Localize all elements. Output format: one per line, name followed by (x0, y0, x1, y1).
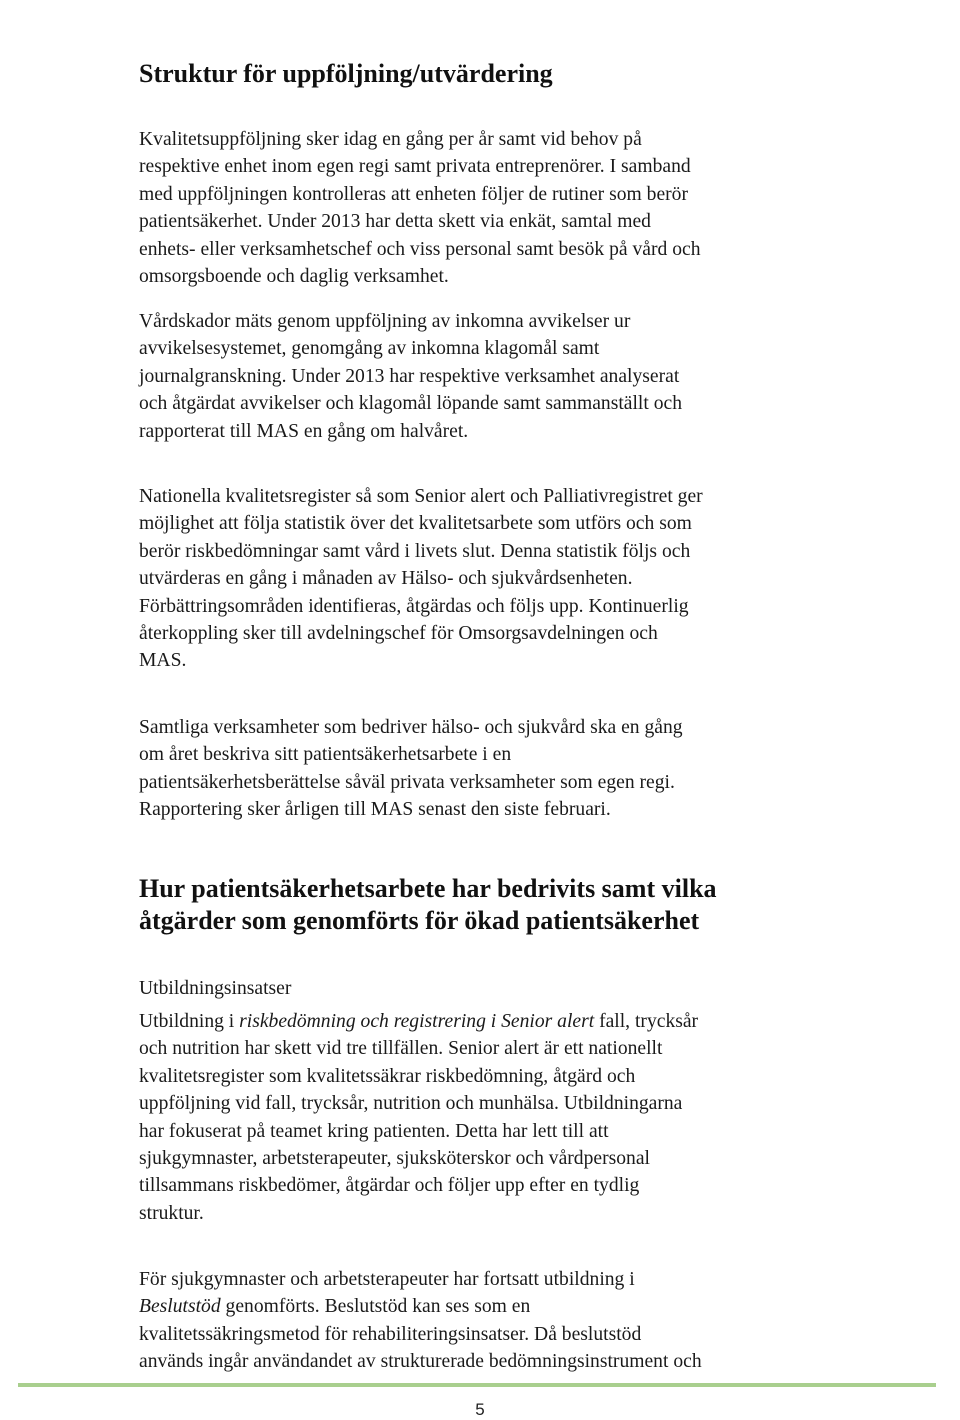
text-line: omsorgsboende och daglig verksamhet. (139, 266, 449, 288)
text-line: Nationella kvalitetsregister så som Senior alert och Palliativregistret ger (139, 486, 703, 507)
paragraph-patient-safety-report (139, 714, 839, 824)
text-line: enhets- eller verksamhetschef och viss personal samt besök på vård och (139, 238, 701, 260)
paragraph-decision-support (139, 1266, 839, 1376)
text-line: Samtliga verksamheter som bedriver hälso- och sjukvård ska en gång (139, 717, 683, 738)
text-line: kvalitetsregister som kvalitetssäkrar riskbedömning, åtgärd och (139, 1065, 636, 1087)
text-line: Förbättringsområden identifieras, åtgärdas och följs upp. Kontinuerlig (139, 595, 689, 617)
text-line: Kvalitetsuppföljning sker idag en gång per år samt vid behov på (139, 129, 642, 150)
text-line: utvärderas en gång i månaden av Hälso- och sjukvårdsenheten. (139, 568, 633, 590)
subheading-training: Utbildningsinsatser (139, 978, 292, 999)
footer-divider (18, 1383, 936, 1387)
text-line: För sjukgymnaster och arbetsterapeuter har fortsatt utbildning i (139, 1269, 635, 1290)
italic-term: riskbedömning och registrering i Senior alert (239, 1011, 595, 1032)
paragraph-quality-follow-up (139, 126, 839, 290)
text-line: struktur. (139, 1202, 204, 1224)
text-run: Utbildning i (139, 1011, 240, 1032)
text-line: om året beskriva sitt patientsäkerhetsarbete i en (139, 744, 512, 766)
text-line: återkoppling sker till avdelningschef för Omsorgsavdelningen och (139, 623, 658, 645)
section-heading-patient-safety-work (139, 873, 859, 937)
text-line: tillsammans riskbedömer, åtgärdar och följer upp efter en tydlig (139, 1175, 640, 1197)
heading-line: Hur patientsäkerhetsarbete har bedrivits samt vilka (139, 874, 717, 903)
text-line: MAS. (139, 650, 187, 672)
paragraph-training (139, 1008, 839, 1227)
text-line (139, 1293, 839, 1320)
text-line: med uppföljningen kontrolleras att enheten följer de rutiner som berör (139, 183, 688, 205)
text-line: och nutrition har skett vid tre tillfällen. Senior alert är ett nationellt (139, 1038, 663, 1060)
text-line: patientsäkerhetsberättelse såväl privata verksamheter som egen regi. (139, 771, 675, 793)
text-line: har fokuserat på teamet kring patienten. Detta har lett till att (139, 1120, 609, 1142)
text-line: används ingår användandet av strukturerade bedömningsinstrument och (139, 1351, 702, 1373)
text-line: kvalitetssäkringsmetod för rehabiliteringsinsatser. Då beslutstöd (139, 1323, 642, 1345)
text-line: sjukgymnaster, arbetsterapeuter, sjuksköterskor och vårdpersonal (139, 1148, 650, 1170)
text-line: uppföljning vid fall, trycksår, nutrition och munhälsa. Utbildningarna (139, 1093, 683, 1115)
text-line: möjlighet att följa statistik över det kvalitetsarbete som utförs och som (139, 513, 692, 535)
italic-term: Beslutstöd (139, 1296, 221, 1318)
text-line: berör riskbedömningar samt vård i livets slut. Denna statistik följs och (139, 540, 691, 562)
text-line: rapporterat till MAS en gång om halvåret. (139, 420, 469, 442)
heading-line: åtgärder som genomförts för ökad patientsäkerhet (139, 906, 700, 935)
text-line: Vårdskador mäts genom uppföljning av inkomna avvikelser ur (139, 311, 631, 332)
text-line: och åtgärdat avvikelser och klagomål löpande samt sammanställt och (139, 393, 683, 415)
text-line: avvikelsesystemet, genomgång av inkomna klagomål samt (139, 338, 600, 360)
text-line: respektive enhet inom egen regi samt privata entreprenörer. I samband (139, 156, 691, 178)
text-line: patientsäkerhet. Under 2013 har detta skett via enkät, samtal med (139, 211, 651, 233)
text-run: fall, trycksår (594, 1011, 699, 1032)
paragraph-national-registers (139, 483, 839, 675)
text-line: Rapportering sker årligen till MAS senast den siste februari. (139, 799, 611, 821)
paragraph-care-injuries (139, 308, 839, 445)
text-run: genomförts. Beslutstöd kan ses som en (220, 1296, 531, 1318)
page-number: 5 (475, 1400, 485, 1419)
section-heading-structure: Struktur för uppföljning/utvärdering (139, 59, 553, 88)
text-line: journalgranskning. Under 2013 har respektive verksamhet analyserat (139, 365, 680, 387)
text-line (139, 1008, 839, 1035)
